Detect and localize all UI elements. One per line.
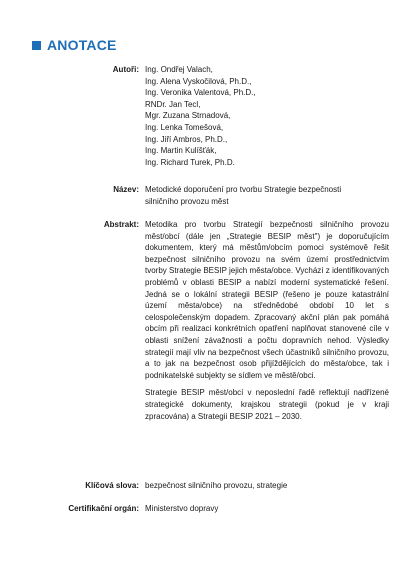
section-heading [32, 37, 117, 53]
author-name: Ing. Veronika Valentová, Ph.D., [145, 88, 256, 98]
abstract-paragraph: Strategie BESIP měst/obcí v neposlední řadě reflektují nadřízené strategické dokumenty, krajskou strategii (pokud je v kraji zpracována) a Strategii BESIP 2021 – 2030. [145, 388, 389, 421]
abstract-label: Abstrakt: [103, 220, 139, 229]
title-label: Název: [113, 185, 139, 194]
abstract-text [145, 219, 389, 422]
author-name: Mgr. Zuzana Strnadová, [145, 111, 231, 121]
certification-value: Ministerstvo dopravy [145, 504, 219, 513]
author-name: Ing. Richard Turek, Ph.D. [145, 157, 235, 167]
title-line: Metodické doporučení pro tvorbu Strategie bezpečnosti [145, 185, 342, 194]
title-line: silničního provozu měst [145, 196, 229, 206]
keywords-label: Klíčová slova: [85, 481, 139, 490]
square-bullet-icon [32, 41, 41, 50]
author-name: RNDr. Jan Tecl, [145, 99, 201, 109]
certification-label: Certifikační orgán: [68, 504, 139, 513]
keywords-value: bezpečnost silničního provozu, strategie [145, 481, 288, 490]
authors-label: Autoři: [112, 65, 139, 74]
authors-list [145, 64, 389, 168]
author-name: Ing. Alena Vyskočilová, Ph.D., [145, 76, 252, 86]
title-value [145, 184, 389, 207]
author-name: Ing. Lenka Tomešová, [145, 122, 224, 132]
author-name: Ing. Martin Kulíšťák, [145, 146, 217, 156]
author-name: Ing. Ondřej Valach, [145, 65, 213, 74]
heading-text: ANOTACE [47, 37, 117, 53]
abstract-paragraph: Metodika pro tvorbu Strategií bezpečnosti silničního provozu měst/obcí (dále jen „Strategie BESIP měst") je doporučujícím dokumentem, který má městům/obcím pomoci systémově řešit bezpečnost silničního provozu na svém území prostřednictvím tvorby Strategie BESIP jejich města/obce. Vychází z identifikovaných problémů v oblasti BESIP a nabízí moderní systematické řešení. Jedná se o lokální strategii BESIP (řešeno je pouze katastrální území města/obce) na střednědobé období 10 let s celospolečenským dopadem. Zpracovaný akční plán pak pomáhá obcím při realizaci konkrétních opatření naplňovat stanovené cíle v oblasti snížení závažnosti a počtu dopravních nehod. Výsledky strategií mají vliv na bezpečnost všech účastníků silničního provozu, a to jak na bezpečnost osob přijíždějících do města/obce, tak i podnikatelské subjekty se sídlem ve městě/obci. [145, 220, 389, 380]
author-name: Ing. Jiří Ambros, Ph.D., [145, 134, 228, 144]
